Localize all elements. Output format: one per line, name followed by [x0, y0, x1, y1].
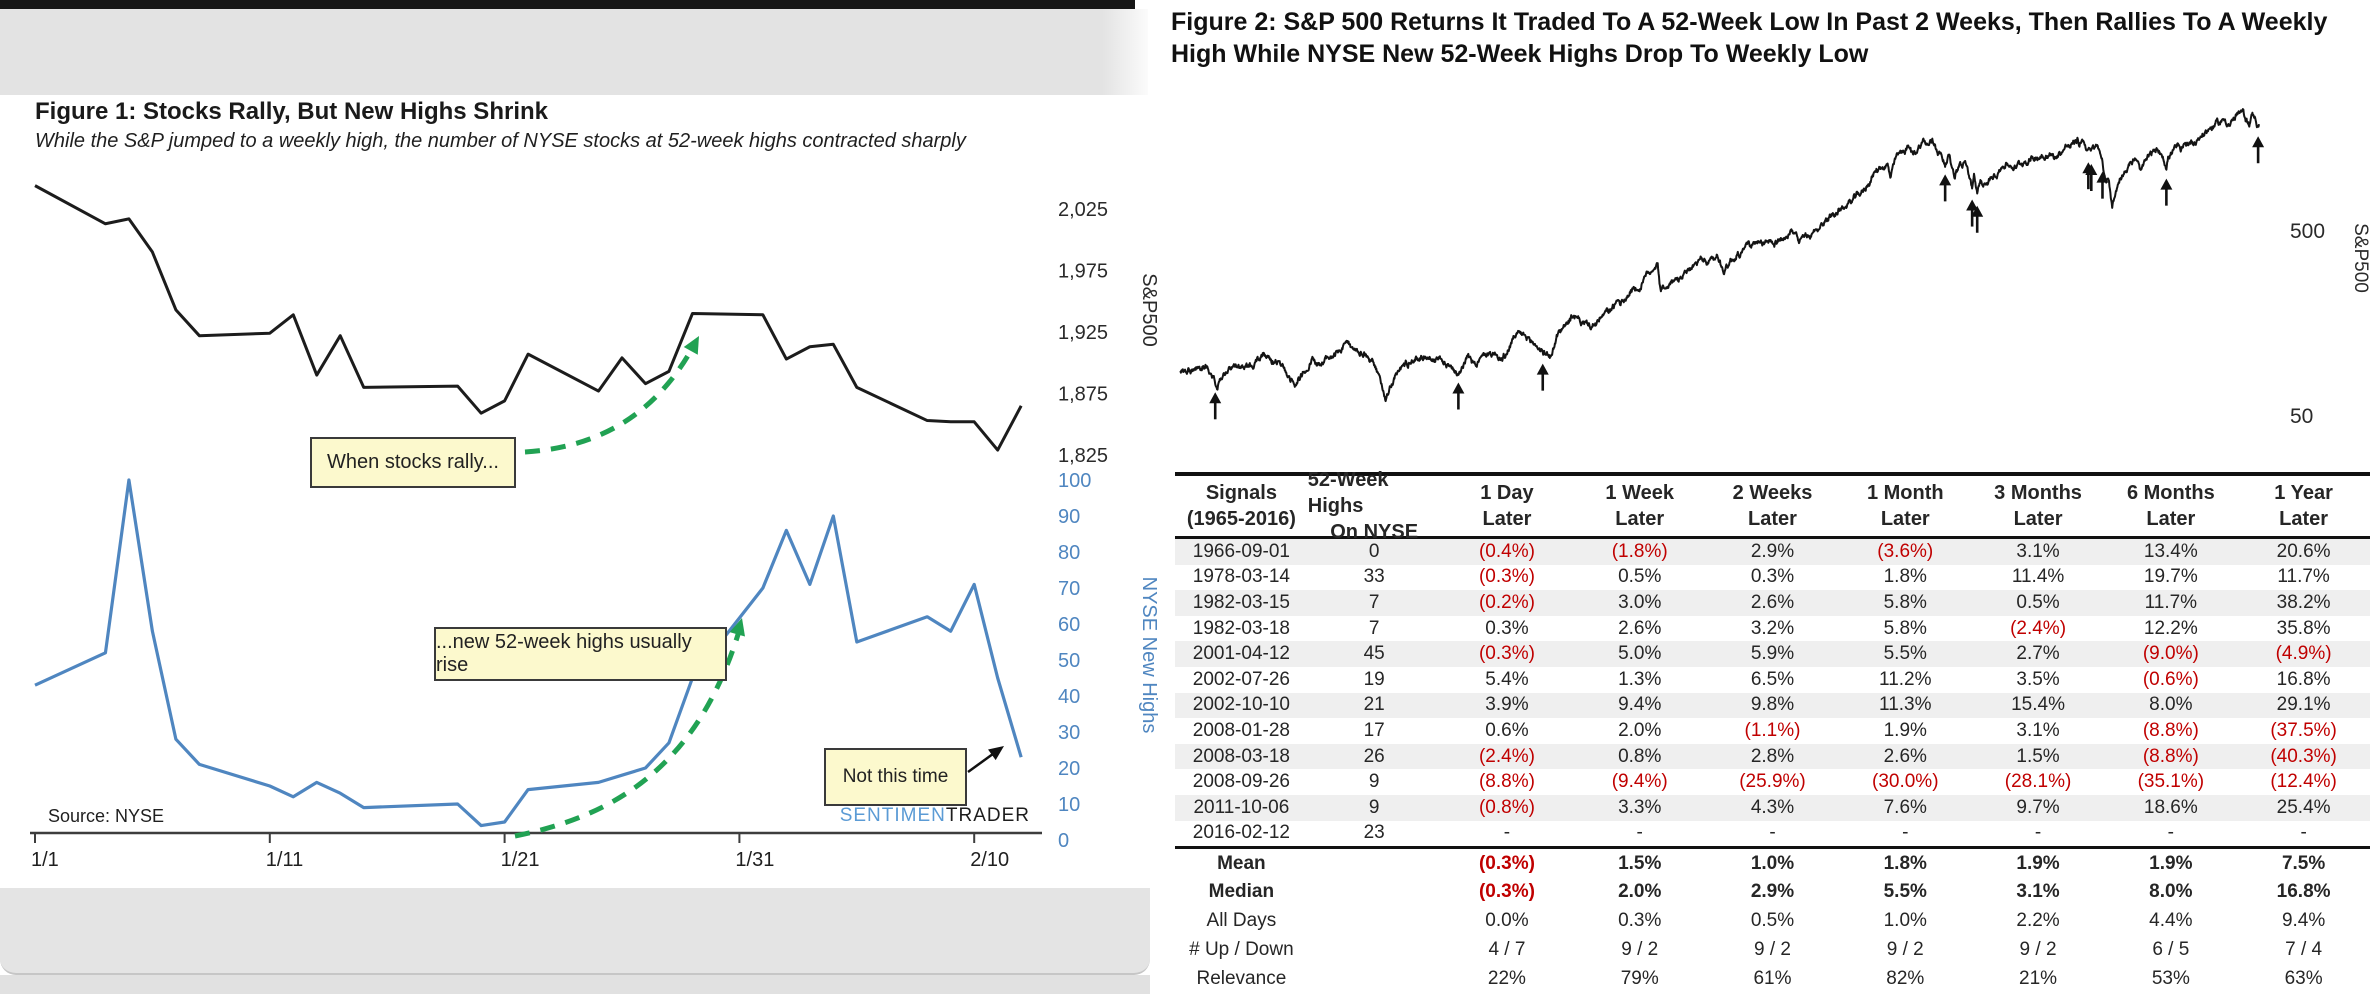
table-cell: (8.8%)	[2142, 719, 2199, 741]
table-cell: 9	[1368, 771, 1380, 793]
table-cell: 5.0%	[1618, 643, 1662, 665]
table-header-cell: 3 Months Later	[1994, 482, 2082, 530]
table-cell: 3.0%	[1618, 591, 1662, 613]
table-header-cell: 1 Day Later	[1480, 482, 1534, 530]
table-cell: 21	[1363, 694, 1385, 716]
signal-date-cell: 2011-10-06	[1193, 796, 1290, 818]
table-cell: 29.1%	[2276, 694, 2331, 716]
table-header-cell: 1 Year Later	[2274, 482, 2333, 530]
table-cell: (8.8%)	[1478, 771, 1535, 793]
table-cell: 3.2%	[1750, 617, 1795, 639]
table-cell: -	[1636, 822, 1643, 844]
table-cell: (9.4%)	[1611, 771, 1668, 793]
table-cell: 1.5%	[2016, 745, 2060, 767]
not-this-time-arrowhead	[988, 746, 1004, 760]
table-cell: (0.4%)	[1478, 540, 1535, 562]
newhighs-tick-label: 90	[1058, 506, 1081, 528]
signal-date-cell: 2001-04-12	[1192, 643, 1290, 665]
signal-date-cell: 1978-03-14	[1192, 566, 1290, 588]
table-cell: 9 / 2	[1886, 938, 1924, 960]
sp500-tick-label: 1,925	[1058, 322, 1109, 344]
summary-label-cell: Median	[1208, 881, 1275, 903]
sp500-axis-title: S&P500	[1138, 273, 1160, 347]
table-cell: (9.0%)	[2142, 643, 2199, 665]
table-cell: 12.2%	[2143, 617, 2198, 639]
summary-label-cell: Mean	[1217, 852, 1266, 874]
empty-cell	[1308, 907, 1441, 936]
table-cell: 35.8%	[2276, 617, 2331, 639]
table-cell: 9.4%	[2281, 910, 2326, 932]
table-cell: 19.7%	[2143, 566, 2198, 588]
signal-arrow-head	[1537, 364, 1549, 375]
table-cell: (0.3%)	[1478, 852, 1535, 874]
table-cell: 0.5%	[1750, 910, 1795, 932]
table-cell: 22%	[1487, 967, 1526, 989]
table-cell: 5.5%	[1883, 643, 1927, 665]
figure2-title: Figure 2: S&P 500 Returns It Traded To A 52-Week Low In Past 2 Weeks, Then Rallies To A Weekly High While NYSE New 52-Week Highs Drop To Weekly Low	[1171, 8, 2328, 68]
empty-cell	[1308, 849, 1441, 878]
signal-date-cell: 1982-03-15	[1192, 591, 1290, 613]
signal-date-cell: 2008-03-18	[1192, 745, 1290, 767]
table-cell: -	[1503, 822, 1511, 844]
fig2-axis-title: S&P500	[2350, 223, 2371, 293]
newhighs-axis-title: NYSE New Highs	[1138, 576, 1160, 734]
table-row	[1175, 769, 2370, 795]
table-cell: 3.3%	[1618, 796, 1662, 818]
table-cell: 0.3%	[1750, 566, 1795, 588]
table-cell: 3.9%	[1485, 694, 1529, 716]
newhighs-tick-label: 10	[1058, 794, 1081, 816]
table-row	[1175, 641, 2370, 667]
table-cell: 5.9%	[1750, 643, 1795, 665]
table-cell: 11.7%	[2277, 566, 2330, 588]
table-cell: 9 / 2	[1621, 938, 1659, 960]
table-cell: 20.6%	[2276, 540, 2331, 562]
table-header-cell: 1 Month Later	[1866, 482, 1944, 530]
table-cell: 0.3%	[1485, 617, 1529, 639]
table-header-cell: 6 Months Later	[2126, 482, 2215, 530]
table-row	[1175, 616, 2370, 642]
table-cell: 1.9%	[2149, 852, 2193, 874]
figure1-subtitle: While the S&P jumped to a weekly high, the number of NYSE stocks at 52-week highs contracted sharply	[35, 130, 966, 152]
sp500-longterm-line	[1180, 109, 2259, 401]
table-cell: 11.7%	[2144, 591, 2198, 613]
table-cell: 0.5%	[1618, 566, 1662, 588]
table-cell: (0.8%)	[1478, 796, 1535, 818]
newhighs-tick-label: 60	[1058, 614, 1081, 636]
table-cell: 1.9%	[1883, 719, 1927, 741]
table-cell: 7	[1368, 617, 1380, 639]
table-cell: -	[2167, 822, 2174, 844]
page-footer-strip-2	[0, 975, 1150, 994]
signal-date-cell: 1982-03-18	[1192, 617, 1290, 639]
table-cell: -	[1902, 822, 1909, 844]
table-cell: (8.8%)	[2142, 745, 2199, 767]
table-cell: 61%	[1753, 967, 1792, 989]
table-cell: 23	[1363, 822, 1385, 844]
sp500-tick-label: 1,875	[1058, 383, 1109, 406]
summary-label-cell: Relevance	[1196, 967, 1287, 989]
newhighs-tick-label: 30	[1058, 722, 1081, 744]
table-cell: 4.3%	[1750, 796, 1795, 818]
table-cell: 25.4%	[2276, 796, 2331, 818]
table-cell: 3.5%	[2016, 668, 2060, 690]
source-label: Source: NYSE	[48, 806, 165, 826]
signal-date-cell: 2002-07-26	[1192, 668, 1290, 690]
table-cell: 2.9%	[1750, 881, 1795, 903]
table-summary-block	[1175, 846, 2370, 993]
table-cell: 26	[1363, 745, 1385, 767]
table-cell: 15.4%	[2011, 694, 2065, 716]
empty-cell	[1308, 878, 1441, 907]
table-cell: 6.5%	[1750, 668, 1795, 690]
table-cell: 0.6%	[1485, 719, 1529, 741]
table-row	[1175, 821, 2370, 847]
figure2-panel	[1163, 0, 2376, 994]
table-cell: 82%	[1886, 967, 1925, 989]
table-cell: (3.6%)	[1877, 540, 1934, 562]
x-tick-label: 2/10	[970, 849, 1010, 871]
table-cell: (0.6%)	[2142, 668, 2199, 690]
table-cell: 3.1%	[2016, 540, 2060, 562]
table-cell: 0.5%	[2016, 591, 2060, 613]
table-cell: 1.0%	[1883, 910, 1927, 932]
table-cell: -	[2034, 822, 2042, 844]
table-row	[1175, 795, 2370, 821]
table-cell: 3.1%	[2016, 881, 2060, 903]
table-cell: -	[2300, 822, 2307, 844]
table-cell: 2.9%	[1750, 540, 1795, 562]
table-cell: (0.3%)	[1478, 881, 1535, 903]
table-cell: 1.9%	[2016, 852, 2060, 874]
table-cell: 38.2%	[2276, 591, 2331, 613]
figure1-panel	[0, 0, 1163, 994]
table-cell: 9.4%	[1618, 694, 1662, 716]
table-cell: 63%	[2284, 967, 2323, 989]
figure1-title: Figure 1: Stocks Rally, But New Highs Shrink	[35, 98, 548, 125]
table-cell: 3.1%	[2016, 719, 2060, 741]
table-cell: 17	[1363, 719, 1385, 741]
table-cell: 1.8%	[1883, 566, 1927, 588]
table-summary-row	[1175, 907, 2370, 936]
table-cell: (0.3%)	[1478, 566, 1535, 588]
brand-dark-part: TRADER	[945, 805, 1030, 826]
table-cell: 16.8%	[2276, 668, 2331, 690]
table-summary-row	[1175, 964, 2370, 993]
empty-cell	[1308, 936, 1441, 965]
table-cell: 1.5%	[1618, 852, 1662, 874]
table-cell: 7 / 4	[2285, 938, 2323, 960]
table-row	[1175, 590, 2370, 616]
sp500-line	[35, 186, 1021, 450]
table-cell: 33	[1363, 566, 1385, 588]
table-cell: 2.2%	[2016, 910, 2060, 932]
sp500-tick-label: 1,825	[1058, 445, 1109, 467]
table-cell: 8.0%	[2149, 881, 2193, 903]
fig2-y-tick-label: 500	[2290, 220, 2326, 243]
table-cell: 16.8%	[2276, 881, 2331, 903]
table-row	[1175, 565, 2370, 591]
sp500-tick-label: 1,975	[1058, 260, 1109, 283]
table-header-cell: Signals (1965-2016)	[1186, 482, 1296, 530]
x-tick-label: 1/21	[500, 849, 540, 871]
table-row	[1175, 539, 2370, 565]
brand-blue-part: SENTIMEN	[839, 805, 946, 826]
table-cell: 19	[1363, 668, 1385, 690]
table-cell: (25.9%)	[1739, 771, 1806, 793]
signal-arrow-head	[1452, 382, 1464, 393]
table-cell: (1.8%)	[1611, 540, 1668, 562]
table-cell: 0.0%	[1485, 910, 1529, 932]
table-cell: 5.8%	[1883, 591, 1927, 613]
table-cell: 9 / 2	[2019, 938, 2057, 960]
table-cell: 2.6%	[1883, 745, 1927, 767]
signal-date-cell: 2008-09-26	[1192, 771, 1290, 793]
table-cell: 11.2%	[1879, 668, 1932, 690]
signal-arrow-head	[2096, 172, 2108, 183]
table-cell: 6 / 5	[2152, 938, 2190, 960]
table-cell: 0.3%	[1618, 910, 1662, 932]
newhighs-tick-label: 40	[1058, 686, 1081, 708]
green-dashed-arrow-1	[525, 345, 694, 452]
table-cell: 9.8%	[1750, 694, 1795, 716]
table-cell: (37.5%)	[2270, 719, 2337, 741]
table-cell: (4.9%)	[2275, 643, 2332, 665]
table-cell: (30.0%)	[1872, 771, 1939, 793]
figure2-chart	[1163, 0, 2376, 470]
table-cell: (28.1%)	[2004, 771, 2072, 793]
annotation-not-this-time: Not this time	[824, 748, 967, 806]
table-cell: (35.1%)	[2137, 771, 2205, 793]
table-cell: 4.4%	[2149, 910, 2193, 932]
table-cell: 9 / 2	[1754, 938, 1791, 960]
table-summary-row	[1175, 849, 2370, 878]
newhighs-tick-label: 80	[1058, 542, 1081, 564]
signal-arrow-head	[2252, 136, 2264, 147]
table-header-cell: 1 Week Later	[1605, 482, 1674, 530]
table-cell: 9.7%	[2016, 796, 2060, 818]
table-cell: 13.4%	[2143, 540, 2198, 562]
table-cell: 2.6%	[1750, 591, 1795, 613]
table-cell: 53%	[2151, 967, 2190, 989]
table-cell: 7.6%	[1883, 796, 1927, 818]
table-cell: 11.4%	[2011, 566, 2065, 588]
table-cell: 2.6%	[1618, 617, 1662, 639]
table-cell: 1.8%	[1883, 852, 1927, 874]
table-cell: (12.4%)	[2270, 771, 2337, 793]
x-tick-label: 1/1	[31, 849, 59, 871]
figure1-chart	[0, 0, 1163, 994]
sentimentrader-logo	[840, 805, 1030, 827]
table-cell: 79%	[1620, 967, 1659, 989]
signal-date-cell: 2016-02-12	[1192, 822, 1290, 844]
table-row	[1175, 667, 2370, 693]
table-cell: (0.3%)	[1478, 643, 1535, 665]
table-cell: 5.4%	[1485, 668, 1529, 690]
table-cell: -	[1769, 822, 1776, 844]
table-cell: 2.0%	[1618, 719, 1662, 741]
x-tick-label: 1/11	[265, 849, 304, 871]
table-cell: 1.3%	[1618, 668, 1662, 690]
newhighs-tick-label: 0	[1058, 830, 1070, 852]
table-cell: 11.3%	[1879, 694, 1932, 716]
table-cell: 5.8%	[1883, 617, 1927, 639]
page-footer-strip	[0, 888, 1150, 975]
sp500-tick-label: 2,025	[1058, 199, 1109, 221]
table-cell: 45	[1363, 643, 1385, 665]
table-cell: 0	[1368, 540, 1380, 562]
table-cell: 18.6%	[2143, 796, 2198, 818]
table-cell: (2.4%)	[2010, 617, 2067, 639]
table-cell: (0.2%)	[1478, 591, 1535, 613]
annotation-new-highs-rise: ...new 52-week highs usually rise	[434, 627, 727, 681]
table-header-row	[1175, 469, 2370, 543]
table-cell: 7	[1368, 591, 1380, 613]
summary-label-cell: # Up / Down	[1189, 938, 1294, 960]
table-cell: (40.3%)	[2270, 745, 2337, 767]
table-summary-row	[1175, 878, 2370, 907]
table-cell: 9	[1368, 796, 1380, 818]
x-tick-label: 1/31	[735, 849, 775, 871]
signal-date-cell: 2002-10-10	[1192, 694, 1290, 716]
signal-date-cell: 1966-09-01	[1192, 540, 1290, 562]
newhighs-tick-label: 70	[1058, 578, 1081, 600]
signal-returns-table	[1175, 469, 2370, 993]
signal-arrow-head	[1209, 392, 1221, 403]
table-cell: (1.1%)	[1744, 719, 1801, 741]
newhighs-tick-label: 100	[1058, 470, 1092, 492]
table-summary-row	[1175, 936, 2370, 965]
table-header-cell: 52-Week Highs On NYSE	[1307, 469, 1419, 543]
table-cell: 5.5%	[1883, 881, 1927, 903]
signal-arrow-head	[2160, 179, 2172, 190]
table-cell: 21%	[2019, 967, 2058, 989]
table-header-cell: 2 Weeks Later	[1732, 482, 1813, 530]
table-cell: 2.8%	[1750, 745, 1795, 767]
table-row	[1175, 744, 2370, 770]
table-row	[1175, 693, 2370, 719]
newhighs-tick-label: 50	[1058, 650, 1081, 672]
annotation-when-stocks-rally: When stocks rally...	[310, 437, 516, 488]
empty-cell	[1308, 964, 1441, 993]
table-cell: 2.7%	[2016, 643, 2060, 665]
fig2-y-tick-label: 50	[2290, 405, 2314, 428]
green-arrowhead-1	[684, 336, 699, 355]
table-cell: 2.0%	[1618, 881, 1662, 903]
table-row	[1175, 718, 2370, 744]
table-cell: 1.0%	[1750, 852, 1795, 874]
table-cell: 0.8%	[1618, 745, 1662, 767]
table-cell: 8.0%	[2149, 694, 2193, 716]
summary-label-cell: All Days	[1206, 910, 1277, 932]
signal-date-cell: 2008-01-28	[1192, 719, 1290, 741]
signal-arrow-head	[1939, 174, 1951, 185]
table-cell: (2.4%)	[1478, 745, 1535, 767]
table-cell: 7.5%	[2281, 852, 2326, 874]
newhighs-tick-label: 20	[1058, 758, 1081, 780]
table-cell: 4 / 7	[1488, 938, 1526, 960]
